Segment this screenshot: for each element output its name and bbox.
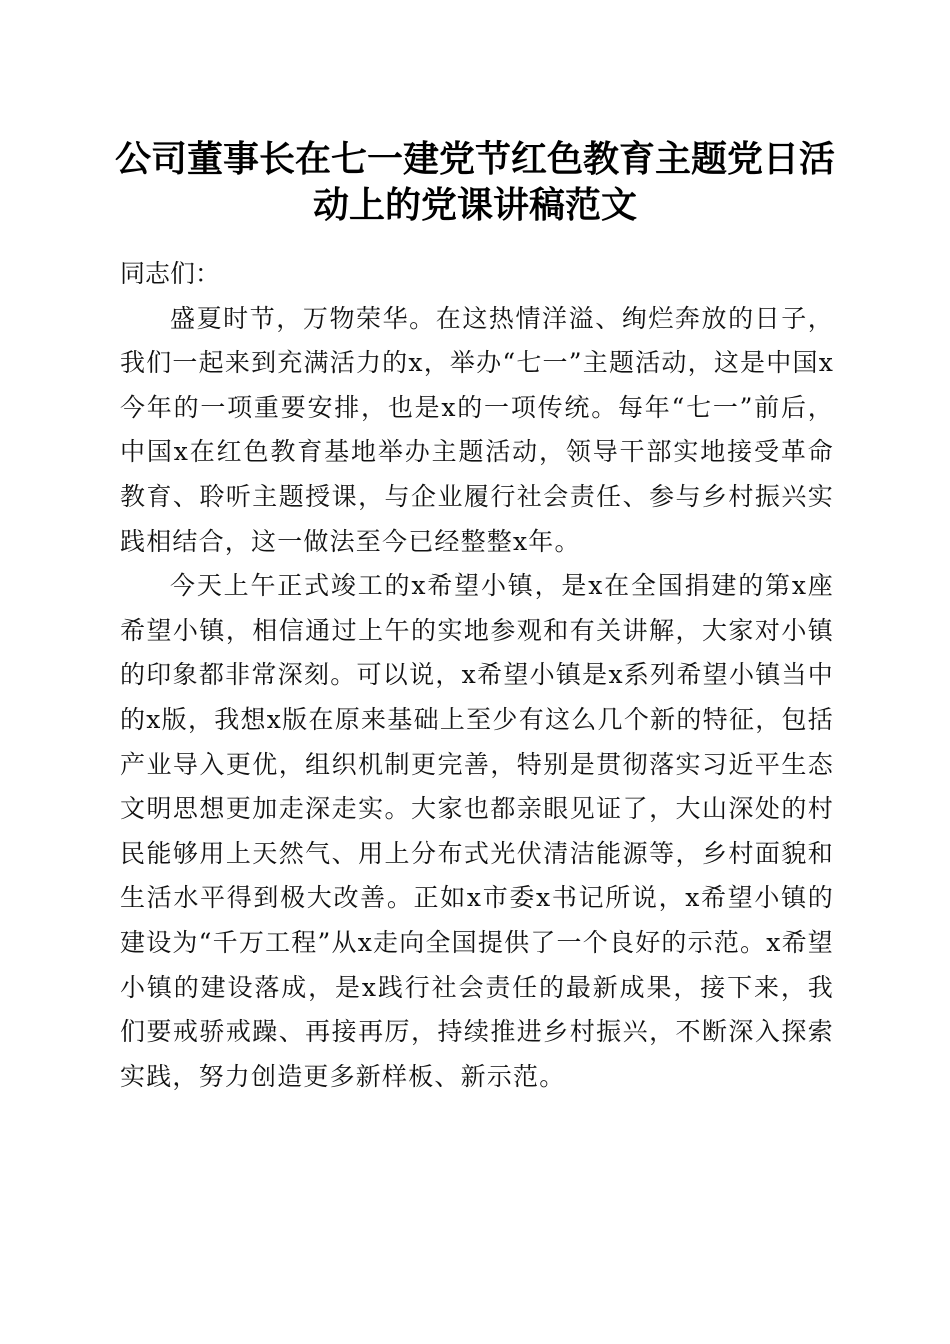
document-body (120, 252, 834, 1099)
title-line-1: 公司董事长在七一建党节红色教育主题党日活 (114, 138, 835, 180)
paragraph-2: 今天上午正式竣工的x希望小镇，是x在全国捐建的第x座希望小镇，相信通过上午的实地参观和有关讲解，大家对小镇的印象都非常深刻。可以说，x希望小镇是x系列希望小镇当中的x版，我想x版在原来基础上至少有这么几个新的特征，包括产业导入更优，组织机制更完善，特别是贯彻落实习近平生态文明思想更加走深走实。大家也都亲眼见证了，大山深处的村民能够用上天然气、用上分布式光伏清洁能源等，乡村面貌和生活水平得到极大改善。正如x市委x书记所说，x希望小镇的建设为“千万工程”从x走向全国提供了一个良好的示范。x希望小镇的建设落成，是x践行社会责任的最新成果，接下来，我们要戒骄戒躁、再接再厉，持续推进乡村振兴，不断深入探索实践，努力创造更多新样板、新示范。 (120, 571, 834, 1091)
title-line-2: 动上的党课讲稿范文 (312, 184, 637, 226)
salutation: 同志们： (120, 259, 221, 288)
paragraph-1: 盛夏时节，万物荣华。在这热情洋溢、绚烂奔放的日子，我们一起来到充满活力的x，举办“七一”主题活动，这是中国x今年的一项重要安排，也是x的一项传统。每年“七一”前后，中国x在红色教育基地举办主题活动，领导干部实地接受革命教育、聆听主题授课，与企业履行社会责任、参与乡村振兴实践相结合，这一做法至今已经整整x年。 (120, 303, 834, 556)
document-title (110, 136, 840, 228)
